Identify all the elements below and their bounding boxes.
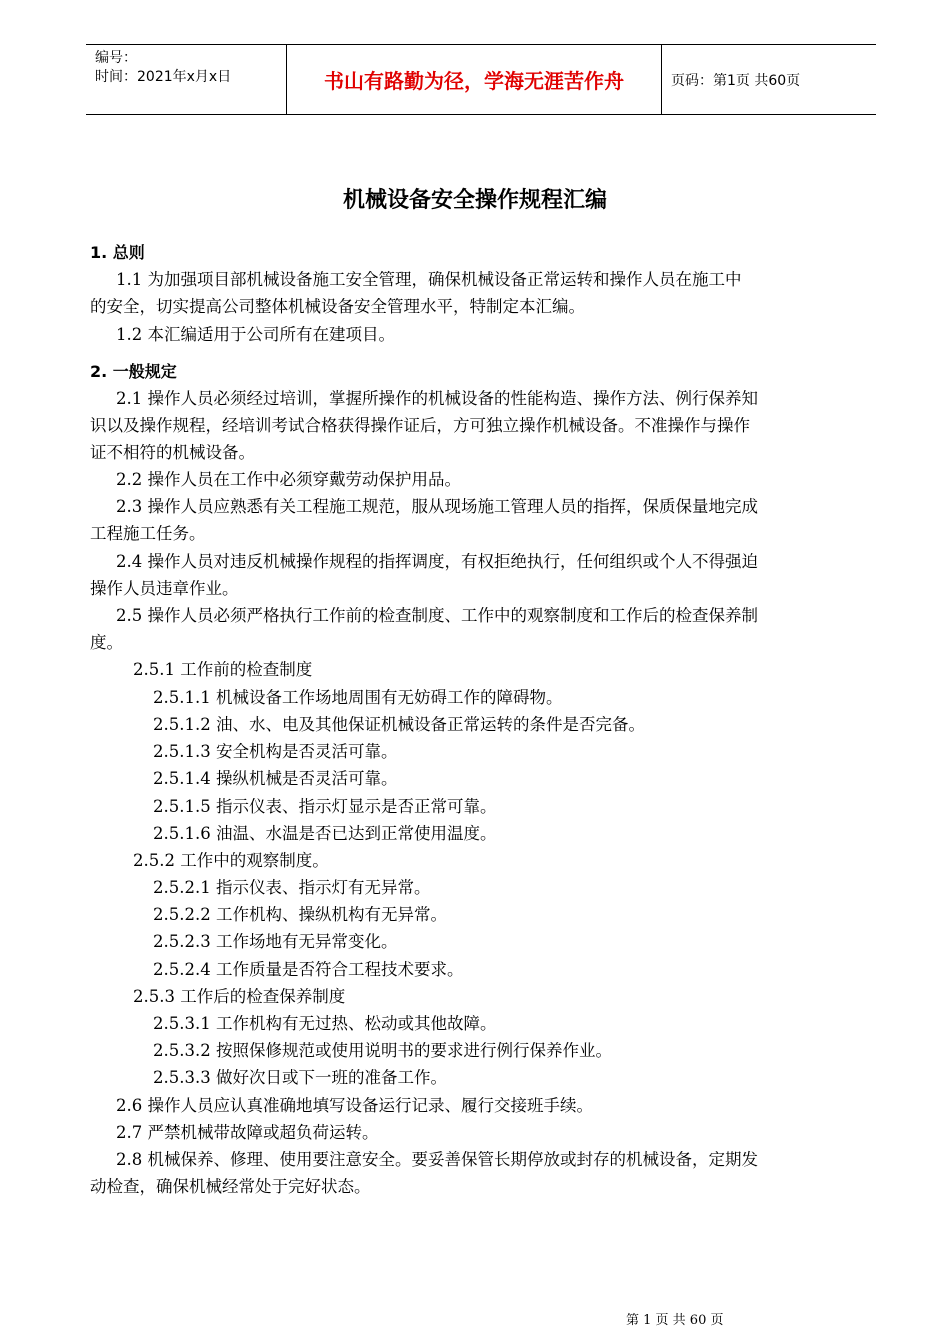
body-text-line: 1.2 本汇编适用于公司所有在建项目。 <box>116 325 395 344</box>
body-text-line: 2.5 操作人员必须严格执行工作前的检查制度、工作中的观察制度和工作后的检查保养制 <box>116 606 758 625</box>
header-motto: 书山有路勤为径，学海无涯苦作舟 <box>286 45 662 114</box>
body-text-line: 度。 <box>90 633 123 652</box>
header-meta <box>86 45 286 114</box>
section-heading: 2. 一般规定 <box>90 362 177 381</box>
body-text-line: 2.5.1.5 指示仪表、指示灯显示是否正常可靠。 <box>153 797 497 816</box>
body-text-line: 2.1 操作人员必须经过培训，掌握所操作的机械设备的性能构造、操作方法、例行保养知 <box>116 389 758 408</box>
body-text-line: 2.5.1.4 操纵机械是否灵活可靠。 <box>153 769 398 788</box>
body-text-line: 2.5.3.3 做好次日或下一班的准备工作。 <box>153 1068 447 1087</box>
body-text-line: 2.5.2.3 工作场地有无异常变化。 <box>153 932 398 951</box>
body-text-line: 操作人员违章作业。 <box>90 579 239 598</box>
body-text-line: 2.5.3.2 按照保修规范或使用说明书的要求进行例行保养作业。 <box>153 1041 612 1060</box>
body-text-line: 的安全，切实提高公司整体机械设备安全管理水平，特制定本汇编。 <box>90 297 585 316</box>
document-date: 时间：2021年x月x日 <box>95 69 232 85</box>
section-heading: 1. 总则 <box>90 243 145 262</box>
body-text-line: 工程施工任务。 <box>90 524 206 543</box>
body-text-line: 证不相符的机械设备。 <box>90 443 255 462</box>
body-text-line: 2.5.2.4 工作质量是否符合工程技术要求。 <box>153 960 464 979</box>
body-text-line: 2.6 操作人员应认真准确地填写设备运行记录、履行交接班手续。 <box>116 1096 593 1115</box>
body-text-line: 2.7 严禁机械带故障或超负荷运转。 <box>116 1123 379 1142</box>
page-header <box>86 44 876 115</box>
body-text-line: 2.8 机械保养、修理、使用要注意安全。要妥善保管长期停放或封存的机械设备，定期发 <box>116 1150 758 1169</box>
body-text-line: 2.5.2.2 工作机构、操纵机构有无异常。 <box>153 905 447 924</box>
body-text-line: 2.2 操作人员在工作中必须穿戴劳动保护用品。 <box>116 470 461 489</box>
header-page-info: 页码：第1页 共60页 <box>671 72 801 89</box>
body-text-line: 2.5.1 工作前的检查制度 <box>133 660 313 679</box>
body-text-line: 2.5.1.2 油、水、电及其他保证机械设备正常运转的条件是否完备。 <box>153 715 645 734</box>
document-number-label: 编号： <box>95 50 137 66</box>
body-text-line: 1.1 为加强项目部机械设备施工安全管理，确保机械设备正常运转和操作人员在施工中 <box>116 270 742 289</box>
body-text-line: 2.4 操作人员对违反机械操作规程的指挥调度，有权拒绝执行，任何组织或个人不得强迫 <box>116 552 758 571</box>
body-text-line: 识以及操作规程，经培训考试合格获得操作证后，方可独立操作机械设备。不准操作与操作 <box>90 416 750 435</box>
page-footer: 第 1 页 共 60 页 <box>626 1313 724 1328</box>
body-text-line: 2.5.2.1 指示仪表、指示灯有无异常。 <box>153 878 431 897</box>
body-text-line: 2.5.3 工作后的检查保养制度 <box>133 987 346 1006</box>
body-text-line: 2.5.1.3 安全机构是否灵活可靠。 <box>153 742 398 761</box>
body-text-line: 2.5.1.1 机械设备工作场地周围有无妨碍工作的障碍物。 <box>153 688 563 707</box>
body-text-line: 2.5.3.1 工作机构有无过热、松动或其他故障。 <box>153 1014 497 1033</box>
body-text-line: 2.5.1.6 油温、水温是否已达到正常使用温度。 <box>153 824 497 843</box>
document-title: 机械设备安全操作规程汇编 <box>342 188 607 213</box>
body-text-line: 2.3 操作人员应熟悉有关工程施工规范，服从现场施工管理人员的指挥，保质保量地完成 <box>116 497 758 516</box>
body-text-line: 动检查，确保机械经常处于完好状态。 <box>90 1177 371 1196</box>
body-text-line: 2.5.2 工作中的观察制度。 <box>133 851 329 870</box>
